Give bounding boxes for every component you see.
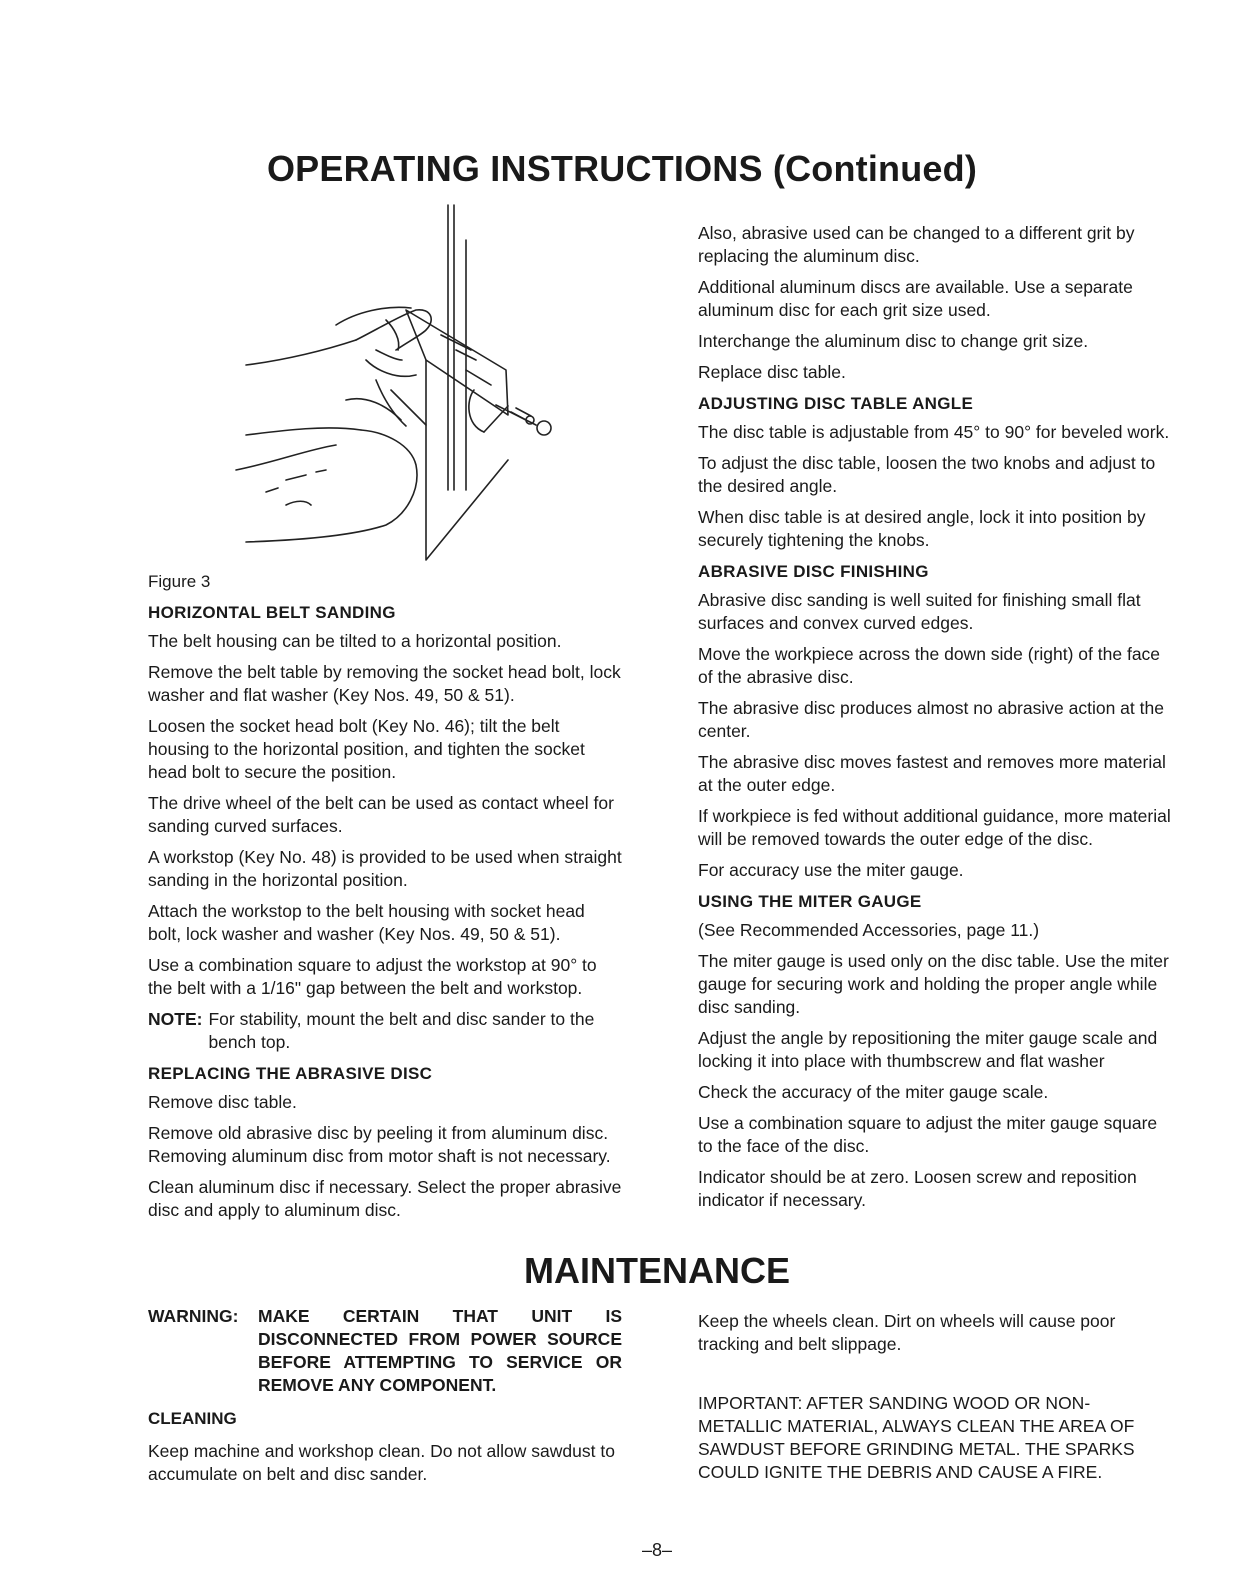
figure-caption: Figure 3 — [148, 572, 211, 591]
paragraph: Remove old abrasive disc by peeling it from aluminum disc. Removing aluminum disc from motor shaft is not necessary. — [148, 1123, 611, 1166]
section-heading: ABRASIVE DISC FINISHING — [698, 562, 929, 581]
note — [148, 1008, 622, 1054]
paragraph: For accuracy use the miter gauge. — [698, 860, 964, 880]
important-notice: IMPORTANT: AFTER SANDING WOOD OR NON-METALLIC MATERIAL, ALWAYS CLEAN THE AREA OF SAWDUST BEFORE GRINDING METAL. THE SPARKS COULD IGNITE THE DEBRIS AND CAUSE A FIRE. — [698, 1393, 1135, 1482]
paragraph: Move the workpiece across the down side (right) of the face of the abrasive disc. — [698, 644, 1161, 687]
paragraph: Use a combination square to adjust the miter gauge square to the face of the disc. — [698, 1113, 1158, 1156]
warning-text: MAKE CERTAIN THAT UNIT IS DISCONNECTED FROM POWER SOURCE BEFORE ATTEMPTING TO SERVICE OR REMOVE ANY COMPONENT. — [258, 1306, 622, 1395]
paragraph: Interchange the aluminum disc to change grit size. — [698, 331, 1089, 351]
section-heading: HORIZONTAL BELT SANDING — [148, 603, 396, 622]
section-heading: ADJUSTING DISC TABLE ANGLE — [698, 394, 974, 413]
warning-label: WARNING: — [148, 1306, 239, 1326]
paragraph: Clean aluminum disc if necessary. Select the proper abrasive disc and apply to aluminum disc. — [148, 1177, 622, 1220]
paragraph: Attach the workstop to the belt housing with socket head bolt, lock washer and washer (Key Nos. 49, 50 & 51). — [148, 901, 585, 944]
paragraph: Replace disc table. — [698, 362, 846, 382]
paragraph: A workstop (Key No. 48) is provided to be used when straight sanding in the horizontal position. — [148, 847, 622, 890]
paragraph: The abrasive disc moves fastest and removes more material at the outer edge. — [698, 752, 1166, 795]
right-column — [698, 222, 1172, 1220]
paragraph: If workpiece is fed without additional guidance, more material will be removed towards the outer edge of the disc. — [698, 806, 1171, 849]
paragraph: When disc table is at desired angle, lock it into position by securely tightening the knobs. — [698, 507, 1146, 550]
paragraph: The disc table is adjustable from 45° to 90° for beveled work. — [698, 422, 1170, 442]
note-label: NOTE: — [148, 1009, 203, 1029]
paragraph: Loosen the socket head bolt (Key No. 46); tilt the belt housing to the horizontal position, and tighten the socket head bolt to secure the position. — [148, 716, 585, 782]
page-number: –8– — [641, 1540, 673, 1560]
section-heading: USING THE MITER GAUGE — [698, 892, 922, 911]
maintenance-left — [148, 1305, 622, 1494]
paragraph: To adjust the disc table, loosen the two knobs and adjust to the desired angle. — [698, 453, 1156, 496]
paragraph: Additional aluminum discs are available. Use a separate aluminum disc for each grit size used. — [698, 277, 1133, 320]
paragraph: The drive wheel of the belt can be used as contact wheel for sanding curved surfaces. — [148, 793, 614, 836]
paragraph: Abrasive disc sanding is well suited for finishing small flat surfaces and convex curved edges. — [698, 590, 1141, 633]
paragraph: Also, abrasive used can be changed to a different grit by replacing the aluminum disc. — [698, 223, 1135, 266]
belt-edge-lines — [448, 205, 466, 490]
warning-block — [148, 1305, 622, 1397]
paragraph: Remove disc table. — [148, 1092, 297, 1112]
paragraph: Use a combination square to adjust the workstop at 90° to the belt with a 1/16" gap between the belt and workstop. — [148, 955, 597, 998]
paragraph: Keep machine and workshop clean. Do not allow sawdust to accumulate on belt and disc sander. — [148, 1441, 615, 1484]
maintenance-title: MAINTENANCE — [524, 1250, 790, 1291]
maintenance-right — [698, 1310, 1172, 1492]
paragraph: The belt housing can be tilted to a horizontal position. — [148, 631, 562, 651]
note-text: For stability, mount the belt and disc sander to the bench top. — [208, 1009, 595, 1052]
paragraph: The abrasive disc produces almost no abrasive action at the center. — [698, 698, 1164, 741]
section-heading: CLEANING — [148, 1409, 237, 1428]
paragraph: The miter gauge is used only on the disc table. Use the miter gauge for securing work and holding the proper angle while disc sanding. — [698, 951, 1169, 1017]
paragraph: Indicator should be at zero. Loosen screw and reposition indicator if necessary. — [698, 1167, 1137, 1210]
paragraph: Keep the wheels clean. Dirt on wheels will cause poor tracking and belt slippage. — [698, 1311, 1116, 1354]
section-heading: REPLACING THE ABRASIVE DISC — [148, 1064, 433, 1083]
paragraph: Adjust the angle by repositioning the miter gauge scale and locking it into place with thumbscrew and flat washer — [698, 1028, 1158, 1071]
paragraph: Remove the belt table by removing the socket head bolt, lock washer and flat washer (Key Nos. 49, 50 & 51). — [148, 662, 621, 705]
figure-3-illustration — [226, 200, 586, 570]
paragraph: Check the accuracy of the miter gauge scale. — [698, 1082, 1049, 1102]
workpiece-board — [406, 310, 508, 560]
lower-hand — [236, 380, 426, 542]
paragraph: (See Recommended Accessories, page 11.) — [698, 920, 1040, 940]
upper-hand — [246, 307, 431, 376]
page-title: OPERATING INSTRUCTIONS (Continued) — [266, 148, 978, 189]
left-column — [148, 570, 622, 1230]
